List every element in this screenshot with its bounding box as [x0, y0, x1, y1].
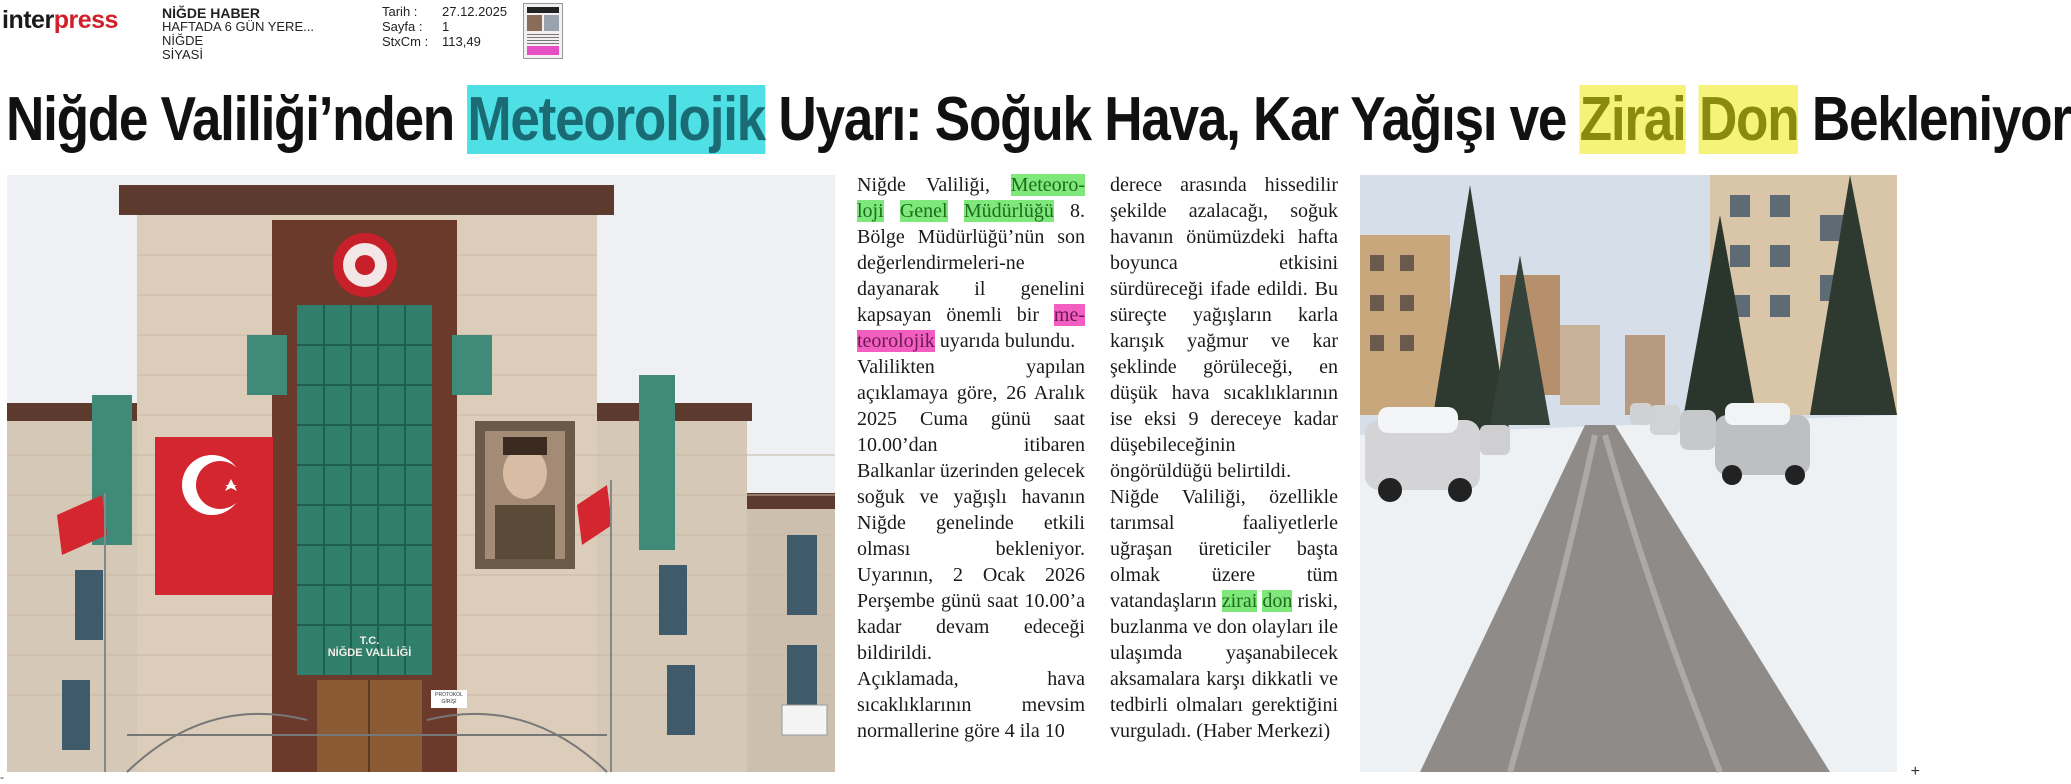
highlight-genel: Genel — [899, 200, 948, 222]
publication-frequency: HAFTADA 6 GÜN YERE... — [162, 19, 314, 34]
highlight-loji: loji — [857, 200, 884, 222]
highlight-teorolojik: teorolojik — [857, 330, 935, 352]
building-sign — [312, 635, 427, 659]
stxcm-value: 113,49 — [442, 34, 481, 49]
publication-city: NİĞDE — [162, 33, 204, 48]
headline-text: Bekleniyor — [1798, 85, 2071, 154]
headline-text — [1685, 85, 1698, 154]
article-text: Niğde Valiliği, — [857, 174, 1011, 196]
protocol-entrance-plaque: PROTOKOL GİRİŞİ — [431, 690, 467, 708]
street-illustration — [1360, 175, 1897, 772]
publication-name: NİĞDE HABER — [162, 5, 261, 21]
date-value: 27.12.2025 — [442, 4, 508, 19]
headline-text: Uyarı: Soğuk Hava, Kar Yağışı ve — [764, 85, 1580, 154]
logo-text-press: press — [53, 6, 118, 34]
publication-category: SİYASİ — [162, 47, 203, 62]
building-sign-line2: NİĞDE VALİLİĞİ — [327, 647, 412, 659]
building-sign-line1: T.C. — [359, 635, 380, 647]
building-illustration — [7, 175, 835, 772]
logo-text-inter: inter — [2, 6, 54, 34]
date-label: Tarih : — [382, 4, 418, 19]
governorship-building-photo — [7, 175, 835, 772]
highlight-don: don — [1262, 590, 1293, 612]
article-paragraph — [857, 172, 1085, 354]
highlight-meteoroloji: Meteoro- — [1010, 174, 1085, 196]
interpress-logo — [2, 6, 118, 34]
headline-text: Niğde Valiliği’nden — [6, 85, 468, 154]
stxcm-label: StxCm : — [382, 34, 429, 49]
headline-highlight-don: Don — [1698, 85, 1799, 154]
snowy-street-photo — [1360, 175, 1897, 772]
page-label: Sayfa : — [382, 19, 423, 34]
article-paragraph: derece arasında hissedilir şekilde azalacağı, soğuk havanın önümüzdeki hafta boyunca etkisini sürdüreceği ifade edildi. Bu süreçte yağışların karla karışık yağmur ve kar şeklinde görüleceği, en düşük hava sıcaklıklarının ise eksi 9 dereceye kadar düşebileceğinin öngörüldüğü belirtildi. — [1110, 174, 1338, 482]
article-column-2 — [1110, 172, 1338, 744]
highlight-me: me- — [1053, 304, 1085, 326]
highlight-mudurlugu: Müdürlüğü — [963, 200, 1054, 222]
article-text: riski, buzlanma ve don olayları ile ulaşımda yaşanabilecek aksamalara karşı dikkatli ve tedbirli olmaları gerektiğini vurguladı. (Haber Merkezi) — [1110, 590, 1338, 742]
date-row — [382, 4, 507, 19]
headline-highlight-zirai: Zirai — [1579, 85, 1686, 154]
crop-mark-left: - — [0, 770, 4, 784]
page-row — [382, 19, 507, 34]
headline — [6, 84, 2071, 156]
article-paragraph: Valilikten yapılan açıklamaya göre, 26 Aralık 2025 Cuma günü saat 10.00’dan itibaren Balkanlar üzerinden gelecek soğuk ve yağışlı havanın Niğde genelinde etkili olması bekleniyor. Uyarının, 2 Ocak 2026 Perşembe günü saat 10.00’a kadar devam edeceği bildirildi. — [857, 356, 1085, 664]
stxcm-row — [382, 34, 507, 49]
page-thumbnail[interactable] — [523, 3, 563, 59]
highlight-zirai: zirai — [1221, 590, 1258, 612]
clipping-meta — [382, 4, 507, 49]
article-text: 8. Bölge Müdürlüğü’nün son değerlendirmeleri-ne dayanarak il genelini kapsayan önemli bir — [857, 200, 1085, 326]
article-paragraph — [1110, 484, 1338, 744]
article-paragraph: Açıklamada, hava sıcaklıklarının mevsim normallerine göre 4 ila 10 — [857, 668, 1085, 742]
page-value: 1 — [442, 19, 450, 34]
publication-meta — [162, 6, 314, 62]
article-text: Niğde Valiliği, özellikle tarımsal faaliyetlerle uğraşan üreticiler başta olmak üzere tüm vatandaşların — [1110, 486, 1338, 612]
article-text: uyarıda bulundu. — [934, 330, 1076, 352]
headline-highlight-meteorolojik: Meteorolojik — [467, 85, 765, 154]
crop-mark-right: + — [1910, 763, 1920, 780]
article-column-1 — [857, 172, 1085, 744]
